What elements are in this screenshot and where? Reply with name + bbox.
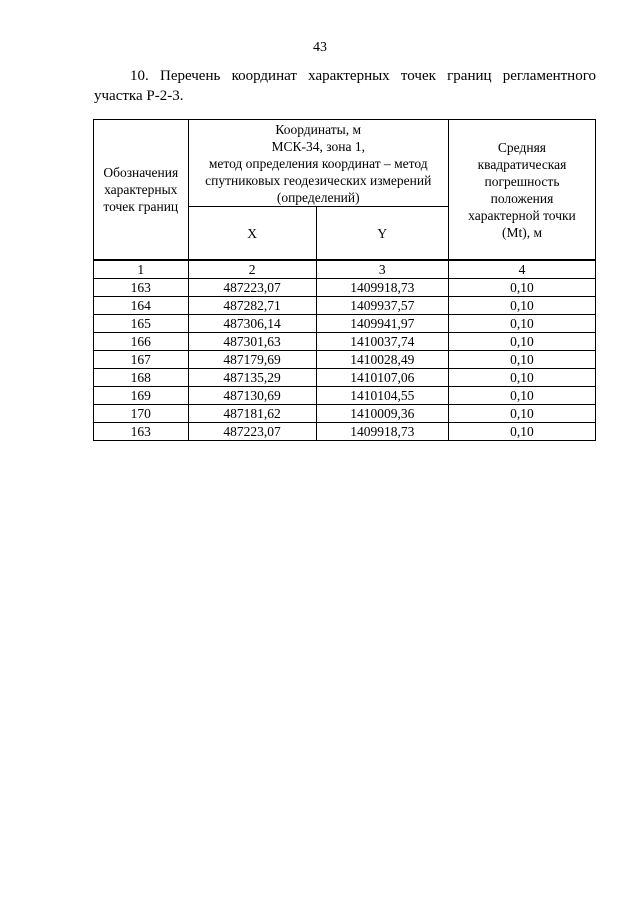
error-header-line: (Mt), м: [501, 224, 542, 240]
mt-value: 0,10: [448, 387, 595, 405]
mt-value: 0,10: [448, 351, 595, 369]
y-coordinate: 1409918,73: [316, 423, 448, 441]
y-coordinate: 1409941,97: [316, 315, 448, 333]
x-coordinate: 487181,62: [188, 405, 316, 423]
y-coordinate: 1409918,73: [316, 279, 448, 297]
table-row: [94, 315, 596, 333]
x-coordinate: 487282,71: [188, 297, 316, 315]
error-header-line: характерной точки: [468, 207, 576, 223]
column-number: 1: [94, 260, 189, 279]
table-row: [94, 405, 596, 423]
point-id: 169: [94, 387, 189, 405]
header-coordinates: [188, 120, 448, 207]
heading-line-2: участка Р-2-3.: [94, 88, 184, 104]
column-number: 3: [316, 260, 448, 279]
x-coordinate: 487130,69: [188, 387, 316, 405]
table-row: [94, 333, 596, 351]
table-row: [94, 351, 596, 369]
point-id: 167: [94, 351, 189, 369]
error-header-line: квадратическая: [477, 156, 567, 172]
table-row: [94, 279, 596, 297]
mt-value: 0,10: [448, 297, 595, 315]
header-point-designations: Обозначения характерных точек границ: [94, 120, 189, 261]
column-number: 2: [188, 260, 316, 279]
coords-header-line: метод определения координат – метод: [208, 155, 428, 171]
header-y: Y: [316, 207, 448, 261]
y-coordinate: 1410028,49: [316, 351, 448, 369]
table-row: [94, 423, 596, 441]
section-heading: [94, 66, 596, 106]
mt-value: 0,10: [448, 405, 595, 423]
point-id: 166: [94, 333, 189, 351]
point-id: 170: [94, 405, 189, 423]
coords-header-line: спутниковых геодезических измерений: [205, 172, 432, 188]
mt-value: 0,10: [448, 423, 595, 441]
mt-value: 0,10: [448, 369, 595, 387]
page-number: 43: [313, 40, 327, 55]
heading-line-1: 10. Перечень координат характерных точек границ регламентного: [130, 68, 596, 84]
y-coordinate: 1410009,36: [316, 405, 448, 423]
table-row: [94, 369, 596, 387]
y-coordinate: 1410107,06: [316, 369, 448, 387]
x-coordinate: 487135,29: [188, 369, 316, 387]
y-coordinate: 1409937,57: [316, 297, 448, 315]
y-coordinate: 1410037,74: [316, 333, 448, 351]
mt-value: 0,10: [448, 333, 595, 351]
coords-header-line: МСК-34, зона 1,: [271, 138, 365, 154]
x-coordinate: 487223,07: [188, 423, 316, 441]
error-header-line: положения: [490, 190, 554, 206]
header-mean-square-error: [448, 120, 595, 261]
coords-header-line: Координаты, м: [275, 121, 362, 137]
coords-header-line: (определений): [276, 189, 360, 205]
point-id: 163: [94, 423, 189, 441]
table-row: [94, 297, 596, 315]
error-header-line: Средняя: [497, 139, 547, 155]
header-x: X: [188, 207, 316, 261]
x-coordinate: 487301,63: [188, 333, 316, 351]
x-coordinate: 487179,69: [188, 351, 316, 369]
x-coordinate: 487306,14: [188, 315, 316, 333]
point-id: 165: [94, 315, 189, 333]
point-id: 168: [94, 369, 189, 387]
x-coordinate: 487223,07: [188, 279, 316, 297]
point-id: 164: [94, 297, 189, 315]
column-numbers-row: [94, 260, 596, 279]
error-header-line: погрешность: [484, 173, 560, 189]
table-row: [94, 387, 596, 405]
mt-value: 0,10: [448, 279, 595, 297]
table-header-row: [94, 120, 596, 207]
point-id: 163: [94, 279, 189, 297]
mt-value: 0,10: [448, 315, 595, 333]
coordinates-table: [93, 119, 596, 441]
column-number: 4: [448, 260, 595, 279]
y-coordinate: 1410104,55: [316, 387, 448, 405]
